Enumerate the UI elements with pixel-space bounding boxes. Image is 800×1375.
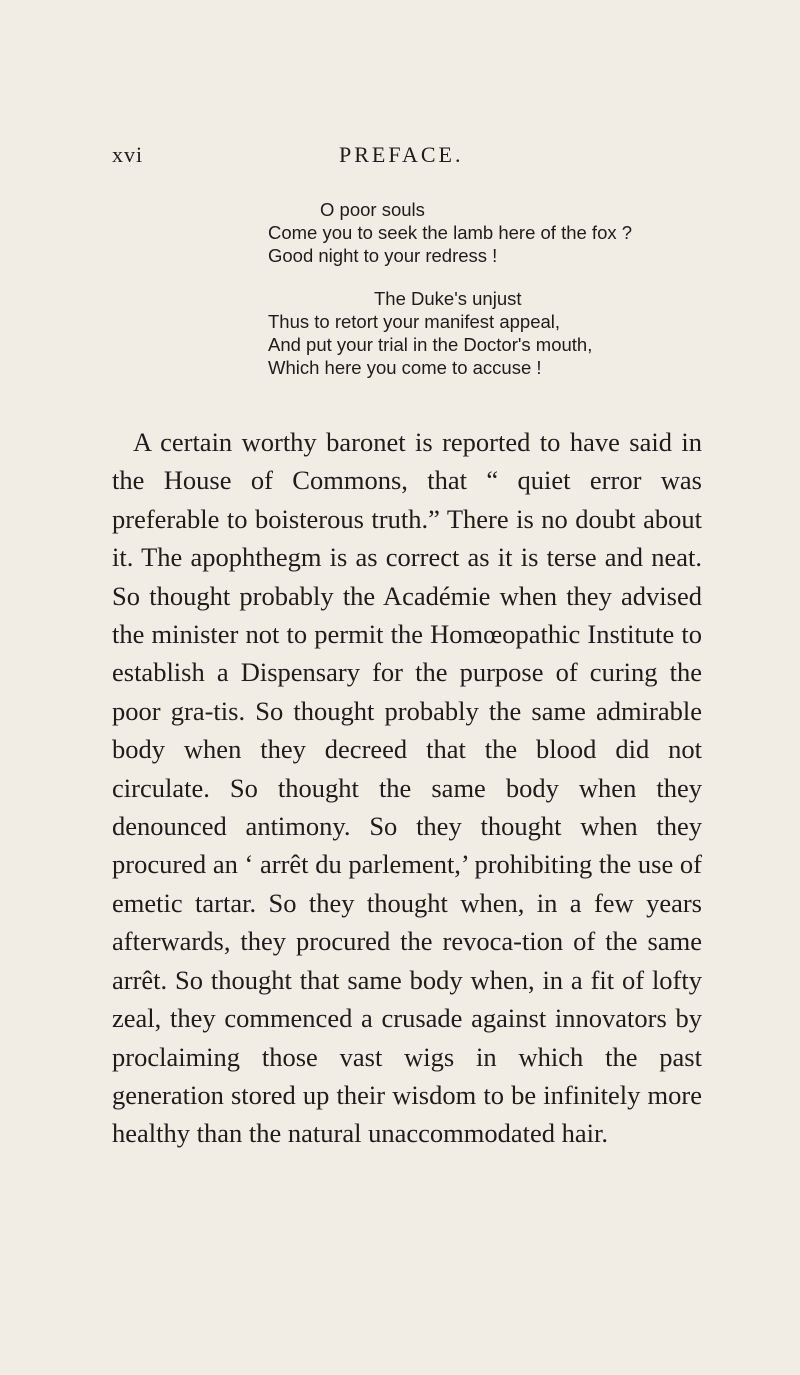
- verse-stanza-2: [268, 287, 688, 379]
- verse-line: The Duke's unjust: [374, 288, 522, 309]
- verse-line: Which here you come to accuse !: [268, 357, 542, 378]
- verse-line: Thus to retort your manifest appeal,: [268, 311, 561, 332]
- verse-stanza-1: [268, 198, 688, 267]
- verse-line: O poor souls: [320, 199, 425, 220]
- running-head: [112, 142, 672, 172]
- body-paragraph: A certain worthy baronet is reported to have said in the House of Commons, that “ quiet error was preferable to boisterous truth.” There is no doubt about it. The apophthegm is as correct as it is terse and neat. So thought probably the Académie when they advised the minister not to permit the Homœopathic Institute to establish a Dispensary for the purpose of curing the poor gra-tis. So thought probably the same admirable body when they decreed that the blood did not circulate. So thought the same body when they denounced antimony. So they thought when they procured an ‘ arrêt du parlement,’ prohibiting the use of emetic tartar. So they thought when, in a few years afterwards, they procured the revoca-tion of the same arrêt. So thought that same body when, in a fit of lofty zeal, they commenced a crusade against innovators by proclaiming those vast wigs in which the past generation stored up their wisdom to be infinitely more healthy than the natural unaccommodated hair.: [112, 427, 702, 1149]
- verse-line: Come you to seek the lamb here of the fox ?: [268, 222, 633, 243]
- running-title: PREFACE.: [339, 142, 464, 167]
- page-number: xvi: [112, 142, 144, 167]
- verse-line: And put your trial in the Doctor's mouth,: [268, 334, 593, 355]
- verse-quotation: [268, 198, 688, 399]
- verse-line: Good night to your redress !: [268, 245, 498, 266]
